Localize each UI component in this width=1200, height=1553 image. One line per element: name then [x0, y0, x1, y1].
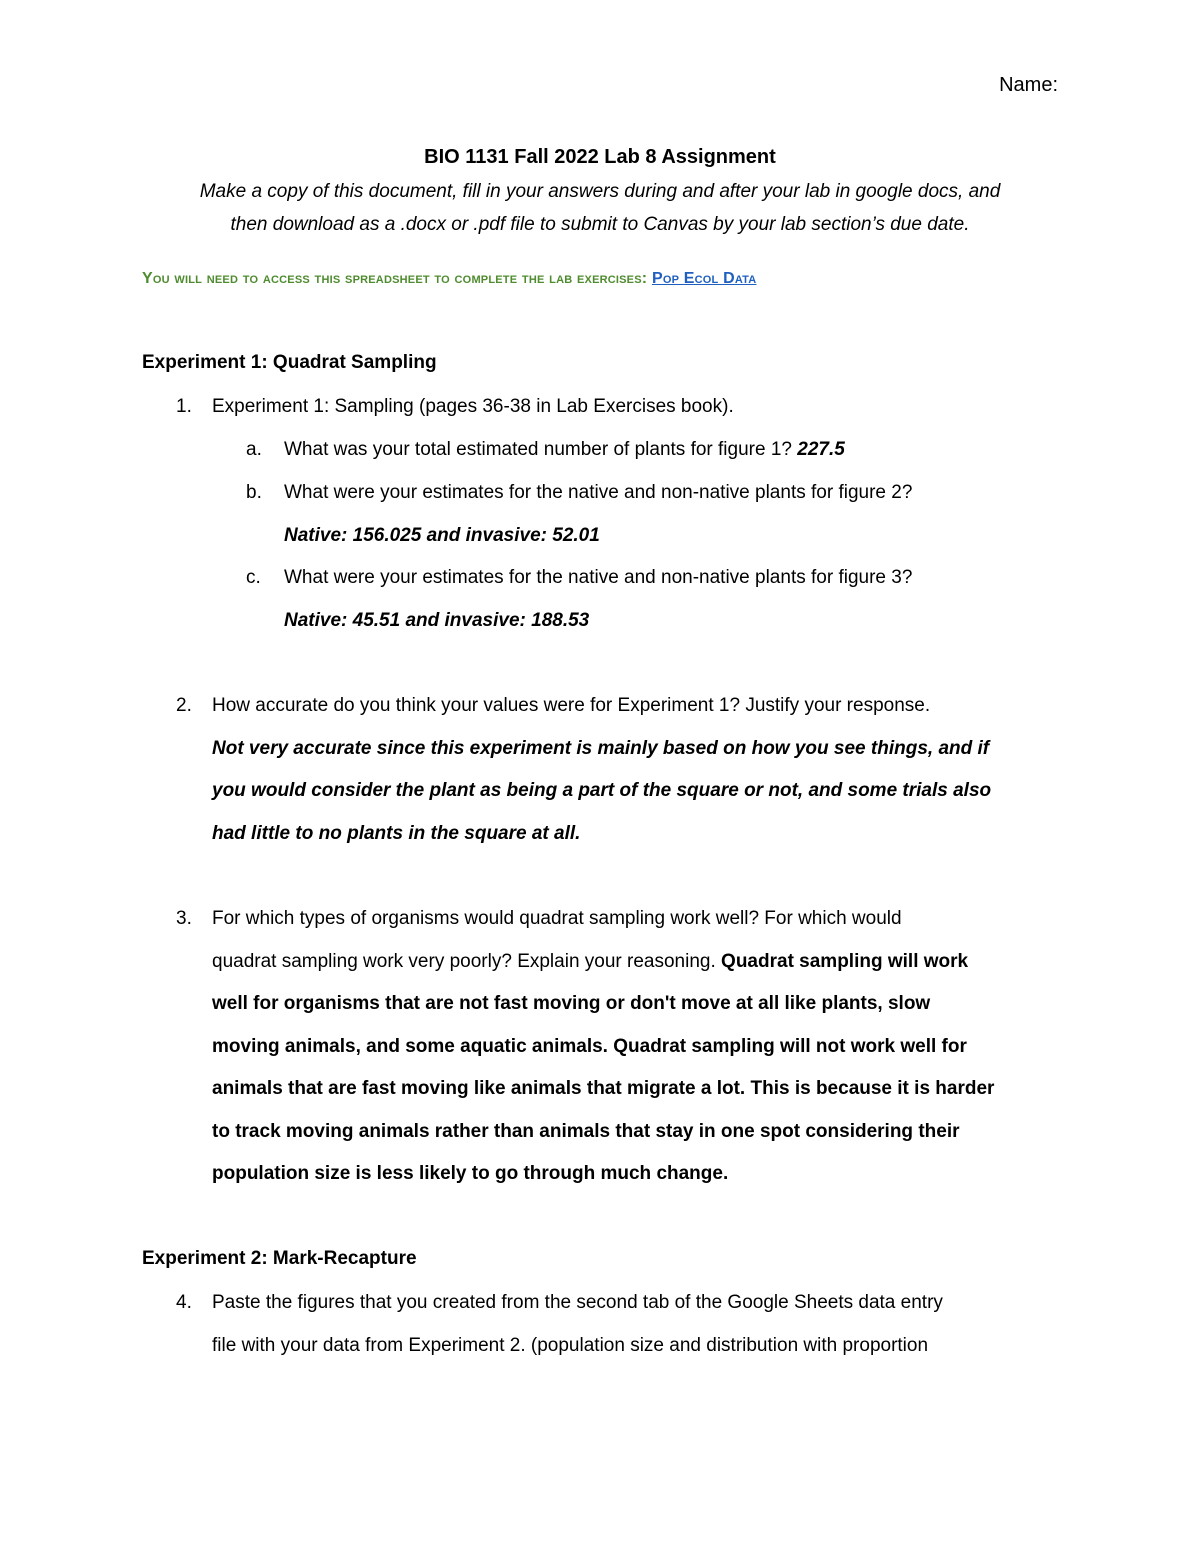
question-2-answer-line-1: Not very accurate since this experiment is mainly based on how you see things, and if [212, 737, 990, 759]
name-label: Name: [999, 74, 1058, 96]
question-1b-text: What were your estimates for the native and non-native plants for figure 2? [284, 482, 913, 503]
question-4-text-line-1: Paste the figures that you created from the second tab of the Google Sheets data entry [212, 1292, 943, 1313]
question-1b-letter: b. [246, 482, 262, 503]
question-1b [0, 472, 1100, 557]
question-4 [142, 1282, 1072, 1367]
question-3-text-line-1: For which types of organisms would quadrat sampling work well? For which would [212, 908, 902, 929]
title-block [100, 143, 1100, 241]
page-title: BIO 1131 Fall 2022 Lab 8 Assignment [424, 146, 776, 168]
access-note-text: You will need to access this spreadsheet to complete the lab exercises: [142, 270, 648, 287]
question-3-answer-line-3: well for organisms that are not fast moving or don't move at all like plants, slow [212, 993, 931, 1014]
question-1c [0, 557, 1100, 642]
question-1-number: 1. [176, 396, 192, 417]
instructions-line-2: then download as a .docx or .pdf file to submit to Canvas by your lab section’s due date. [230, 214, 970, 235]
question-1b-answer: Native: 156.025 and invasive: 52.01 [284, 524, 600, 546]
access-note [142, 270, 756, 288]
question-3-answer-line-2: Quadrat sampling will work [721, 950, 969, 972]
experiment-1-heading: Experiment 1: Quadrat Sampling [142, 352, 437, 373]
question-3-answer-line-4: moving animals, and some aquatic animals. Quadrat sampling will not work well for [212, 1035, 967, 1057]
question-2-number: 2. [176, 695, 192, 716]
instructions-line-1: Make a copy of this document, fill in your answers during and after your lab in google docs, and [199, 181, 1001, 202]
instructions [100, 175, 1100, 241]
question-1c-letter: c. [246, 567, 261, 588]
question-1c-text: What were your estimates for the native and non-native plants for figure 3? [284, 567, 913, 588]
pop-ecol-data-link[interactable]: Pop Ecol Data [651, 270, 757, 287]
question-3-answer-line-5: animals that are fast moving like animals that migrate a lot. This is because it is harder [212, 1078, 995, 1099]
question-2-answer-line-3: had little to no plants in the square at all. [212, 822, 581, 844]
question-4-text-line-2: file with your data from Experiment 2. (population size and distribution with proportion [212, 1334, 929, 1356]
experiment-2-heading: Experiment 2: Mark-Recapture [142, 1248, 417, 1269]
question-1-text: Experiment 1: Sampling (pages 36-38 in Lab Exercises book). [212, 396, 734, 417]
question-3-answer-line-7: population size is less likely to go through much change. [212, 1163, 729, 1184]
question-4-number: 4. [176, 1292, 192, 1313]
question-2 [142, 685, 1072, 855]
question-1c-answer: Native: 45.51 and invasive: 188.53 [284, 609, 590, 631]
question-3 [142, 898, 1072, 1196]
question-1a-answer: 227.5 [797, 439, 845, 460]
question-2-text: How accurate do you think your values were for Experiment 1? Justify your response. [212, 695, 931, 716]
question-1a-text: What was your total estimated number of plants for figure 1? [284, 439, 792, 460]
question-2-answer-line-2: you would consider the plant as being a part of the square or not, and some trials also [212, 780, 992, 801]
question-3-text-line-2: quadrat sampling work very poorly? Explain your reasoning. [212, 950, 716, 972]
question-3-answer-line-6: to track moving animals rather than animals that stay in one spot considering their [212, 1120, 960, 1142]
question-3-number: 3. [176, 908, 192, 929]
question-1a [0, 429, 1100, 472]
question-1 [142, 386, 1072, 429]
question-1a-letter: a. [246, 439, 262, 460]
